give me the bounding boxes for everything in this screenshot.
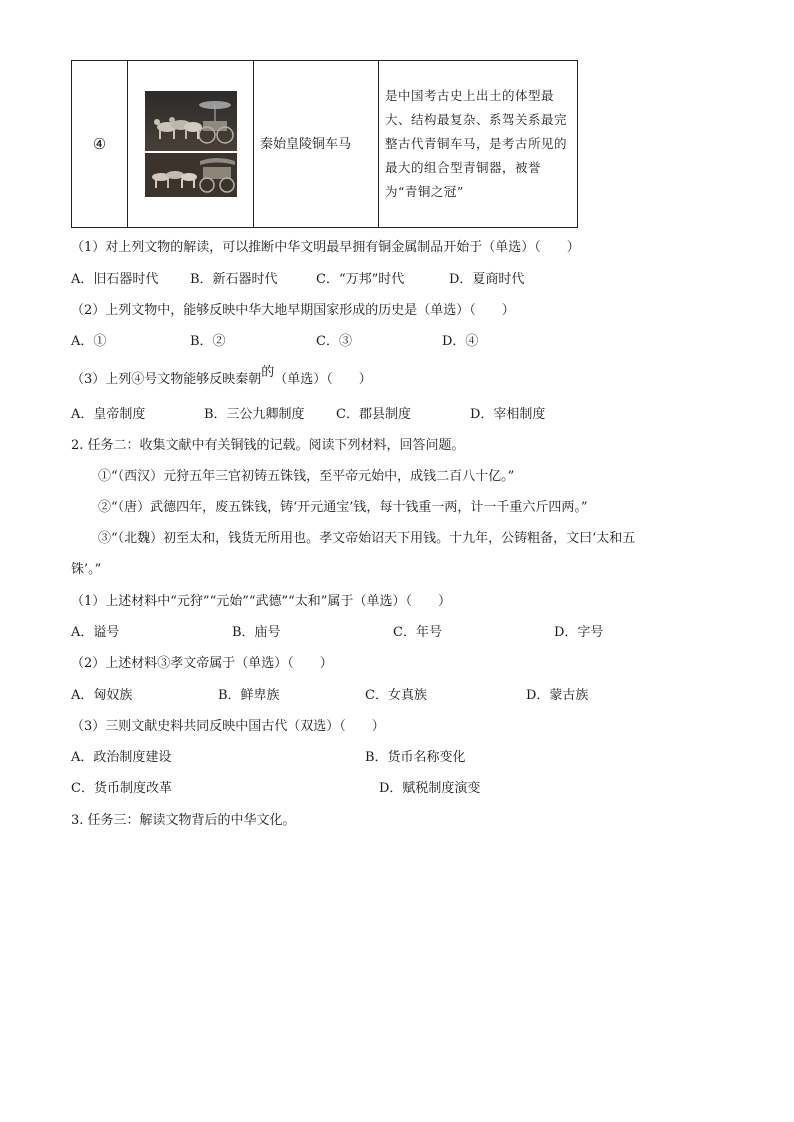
q2-sub2-option-a[interactable]: A．匈奴族 — [71, 688, 133, 703]
q2-sub2-option-d[interactable]: D．蒙古族 — [526, 688, 589, 703]
q1-sub3-stem-part1: （3）上列④号文物能够反映秦朝 — [71, 372, 262, 387]
q2-sub3-option-d[interactable]: D．赋税制度演变 — [379, 781, 481, 796]
q2-sub3-option-a[interactable]: A．政治制度建设 — [71, 750, 172, 765]
q1-sub1-option-a[interactable]: A．旧石器时代 — [71, 272, 159, 287]
q1-sub1-option-b[interactable]: B．新石器时代 — [190, 272, 278, 287]
q2-sub3-option-b[interactable]: B．货币名称变化 — [365, 750, 466, 765]
relic-description: 是中国考古史上出土的体型最大、结构最复杂、系驾关系最完整古代青铜车马，是考古所见的最大的组合型青铜器，被誉为“青铜之冠” — [379, 61, 578, 228]
q2-material-1: ①“（西汉）元狩五年三官初铸五铢钱，至平帝元始中，成钱二百八十亿。” — [98, 469, 515, 484]
q1-sub3-option-a[interactable]: A．皇帝制度 — [71, 407, 146, 422]
q2-sub1-option-b[interactable]: B．庙号 — [232, 625, 281, 640]
q2-sub2-stem: （2）上述材料③孝文帝属于（单选）（ ） — [71, 656, 333, 671]
q2-material-2: ②“（唐）武德四年，废五铢钱，铸‘开元通宝’钱，每十钱重一两，计一千重六斤四两。” — [98, 500, 588, 515]
q2-material-3-cont: 铢’。” — [71, 562, 102, 577]
q2-sub3-option-c[interactable]: C．货币制度改革 — [71, 781, 172, 796]
chariot-image-bottom — [145, 153, 237, 197]
q2-title: 2. 任务二：收集文献中有关铜钱的记载。阅读下列材料，回答问题。 — [71, 438, 465, 453]
q1-sub2-option-b[interactable]: B．② — [190, 334, 226, 349]
q1-sub3-option-b[interactable]: B．三公九卿制度 — [204, 407, 305, 422]
q1-sub2-stem: （2）上列文物中，能够反映中华大地早期国家形成的历史是（单选）（ ） — [71, 303, 515, 318]
q3-title: 3. 任务三：解读文物背后的中华文化。 — [71, 813, 296, 828]
relic-number: ④ — [72, 61, 128, 228]
q1-sub1-stem: （1）对上列文物的解读，可以推断中华文明最早拥有铜金属制品开始于（单选）（ ） — [71, 240, 580, 255]
q2-sub1-option-c[interactable]: C．年号 — [393, 625, 442, 640]
q1-sub3-stem — [71, 365, 372, 387]
bronze-chariot-photo — [145, 91, 237, 197]
q1-sub2-option-c[interactable]: C．③ — [316, 334, 352, 349]
q2-material-3: ③“（北魏）初至太和，钱货无所用也。孝文帝始诏天下用钱。十九年，公铸粗备，文曰‘太和五 — [98, 531, 636, 546]
q2-sub3-stem: （3）三则文献史料共同反映中国古代（双选）（ ） — [71, 719, 385, 734]
q2-sub1-option-d[interactable]: D．字号 — [554, 625, 604, 640]
q2-sub2-option-c[interactable]: C．女真族 — [365, 688, 427, 703]
relic-table — [71, 60, 578, 228]
q2-sub1-stem: （1）上述材料中“元狩”“元始”“武德”“太和”属于（单选）（ ） — [71, 594, 451, 609]
relic-image-cell — [128, 61, 254, 228]
q1-sub1-option-c[interactable]: C．“万邦”时代 — [316, 272, 405, 287]
q1-sub3-stem-sup: 的 — [261, 365, 275, 380]
q1-sub3-option-d[interactable]: D．宰相制度 — [470, 407, 546, 422]
q2-sub1-option-a[interactable]: A．谥号 — [71, 625, 120, 640]
q1-sub1-option-d[interactable]: D．夏商时代 — [449, 272, 525, 287]
q1-sub3-stem-part2: （单选）（ ） — [274, 372, 372, 387]
q1-sub2-option-d[interactable]: D．④ — [442, 334, 479, 349]
q1-sub3-option-c[interactable]: C．郡县制度 — [336, 407, 411, 422]
relic-name: 秦始皇陵铜车马 — [254, 61, 379, 228]
table-row — [72, 61, 578, 228]
chariot-image-top — [145, 91, 237, 151]
q1-sub2-option-a[interactable]: A．① — [71, 334, 107, 349]
q2-sub2-option-b[interactable]: B．鲜卑族 — [218, 688, 280, 703]
